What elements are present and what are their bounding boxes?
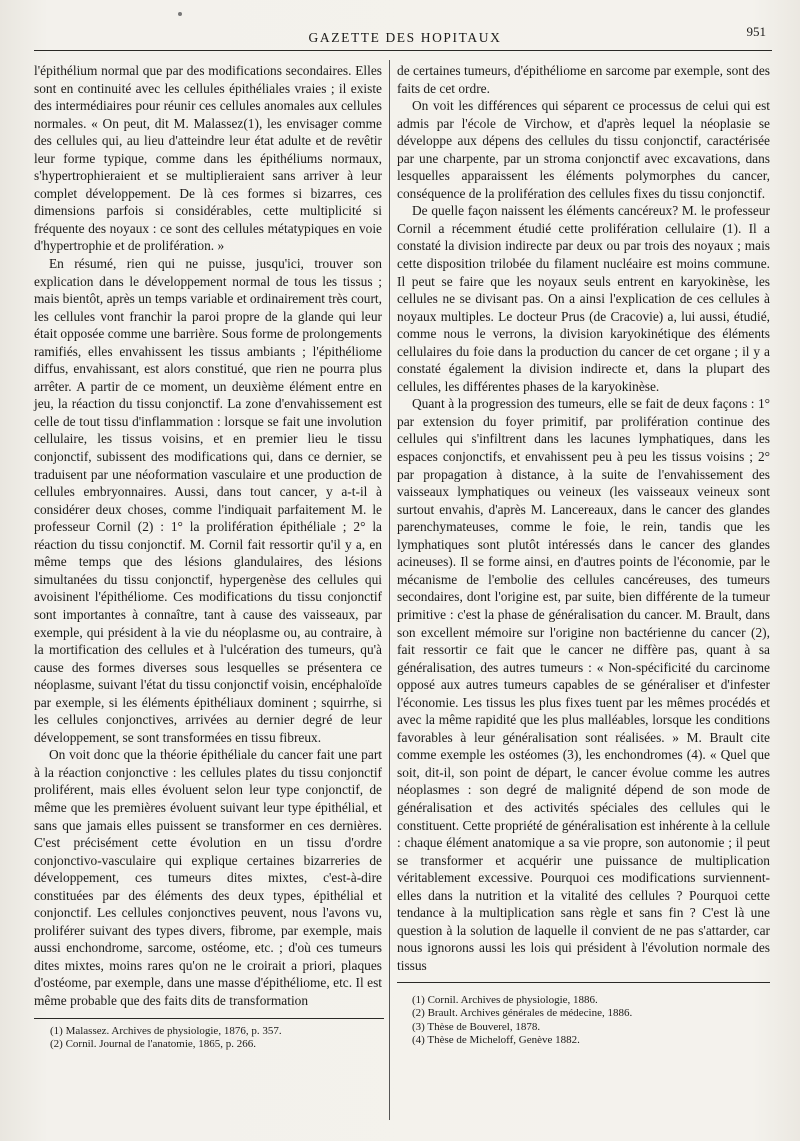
right-paragraph-1: de certaines tumeurs, d'épithéliome en sarcome par exemple, sont des faits de cet ordre. xyxy=(397,63,770,96)
footnote-right-3: (3) Thèse de Bouverel, 1878. xyxy=(412,1020,541,1033)
left-paragraph-2: En résumé, rien qui ne puisse, jusqu'ici, trouver son explication dans le développement normal de tous les tissus ; mais bientôt, après un temps variable et ordinairement très court, les cellules vont franchir la paroi propre de la glande qui leur était opposée comme une barrière. Sous forme de prolongements ramifiés, elles envahissent les tissus ambiants ; l'épithéliome diffus, envahissant, est alors constitué, que rien ne pourra plus arrêter. A partir de ce moment, un deuxième élément entre en jeu, la réaction du tissu conjonctif. La zone d'envahissement est celle de tout tissu d'inflammation : lorsque se fait une involution cellulaire, les tissus voisins, et en premier lieu le tissu conjonctif, subissent des modifications qui, dans ce dernier, se traduisent par une néoformation vasculaire et une production de cellules embryonnaires. Aussi, dans tout cancer, y a-t-il à considérer deux choses, comme l'indiquait parfaitement M. le professeur Cornil (2) : 1° la prolifération épithéliale ; 2° la réaction du tissu conjonctif. M. Cornil fait ressortir qu'il y a, en même temps que des lésions glandulaires, des lésions simultanées du tissu conjonctif, hypergenèse des cellules qui avoisinent l'épithéliome. Ces modifications du tissu conjonctif sont importantes à connaître, tant à cause des vaisseaux, par exemple, qui président à la vie du néoplasme ou, au contraire, à la mortification des cellules et à l'ulcération des tumeurs, qu'à cause des formes diverses sous lesquelles se présentera ce néoplasme, suivant l'état du tissu conjonctif voisin, encéphaloïde par exemple, si les éléments épithéliaux dominent ; squirrhe, si les cellules conjonctives, arrivées au dernier degré de leur développement, se sont transformées en tissu fibreux. xyxy=(34,256,382,745)
footnote-left-1: (1) Malassez. Archives de physiologie, 1876, p. 357. xyxy=(50,1025,282,1037)
page-number: 951 xyxy=(746,24,766,39)
right-paragraph-3: De quelle façon naissent les éléments cancéreux? M. le professeur Cornil a récemment étudié cette prolifération cellulaire (1). Il a constaté la division indirecte par deux ou par trois des noyaux ; mais cette disposition trilobée du filament nucléaire est moins commune. Il peut se faire que les noyaux seuls entrent en karyokinèse, les cellules ne se divisant pas. On a ainsi l'explication de ces cellules à noyaux multiples. Le docteur Prus (de Cracovie) a, lui aussi, étudié, comme nous le verrons, la division karyokinétique des éléments cellulaires du foie dans la production du cancer de cet organe ; il y a constaté également la division indirecte et, dans la plupart des cellules, les différentes phases de la karyokinèse. xyxy=(397,203,770,394)
right-paragraph-4: Quant à la progression des tumeurs, elle se fait de deux façons : 1° par extension du foyer primitif, par prolifération continue des cellules qui s'infiltrent dans les lacunes lymphatiques, dans les espaces conjonctifs, et envahissent peu à peu les tissus voisins ; 2° par propagation à distance, à la suite de l'envahissement des vaisseaux lymphatiques ou veineux (les vaisseaux veineux sont surtout envahis, d'après M. Lancereaux, dans le cancer des glandes parenchymateuses, comme le foie, le rein, tandis que les lymphatiques sont plutôt intéressés dans le cancer des glandes acineuses). Il se forme ainsi, en d'autres points de l'économie, par le mécanisme de l'embolie des cellules cancéreuses, des tumeurs secondaires, dont l'origine est, par suite, bien différente de la tumeur primitive : c'est la phase de généralisation du cancer. M. Brault, dans son excellent mémoire sur l'origine non bactérienne du cancer (2), fait ressortir ce fait que le cancer ne diffère pas, quant à sa généralisation, des autres tumeurs : « Non-spécificité du carcinome opposé aux autres tumeurs capables de se généraliser et d'infester l'économie. Les tissus les plus fixes tuent par les mêmes procédés et avec la même rapidité que les plus malléables, lorsque les conditions favorables à leur généralisation sont réalisées. » M. Brault cite comme exemple les ostéomes (3), les enchondromes (4). « Quel que soit, dit-il, son point de départ, le cancer évolue comme les autres néoplasmes : son degré de malignité dépend de son mode de généralisation et des activités spéciales des cellules qui le constituent. Cette propriété de généralisation est inhérente à la cellule : chaque élément anatomique a sa vie propre, son autonomie ; il peut se transformer et acquérir une puissance de multiplication véritablement excessive. Pourquoi ces modifications surviennent-elles dans la nutrition et la vitalité des cellules ? Pourquoi cette tendance à la multiplication sans règle et sans fin ? C'est là une question à la solution de laquelle il convient de ne pas s'attarder, car nous ignorons aussi les lois qui président à l'évolution normale des tissus xyxy=(397,396,770,973)
footnote-right-1: (1) Cornil. Archives de physiologie, 1886. xyxy=(412,994,598,1006)
right-footnotes xyxy=(412,994,762,1048)
footnote-left-2: (2) Cornil. Journal de l'anatomie, 1865, p. 266. xyxy=(50,1038,257,1051)
right-paragraph-2: On voit les différences qui séparent ce processus de celui qui est admis par l'école de Virchow, et d'après lequel la néoplasie se développe aux dépens des cellules du tissu conjonctif, caractérisée par une charpente, par un stroma conjonctif avec excavations, dans lesquelles apparaissent les éléments polymorphes du cancer, conséquence de la prolifération des cellules fixes du tissu conjonctif. xyxy=(397,98,770,201)
footnote-right-4: (4) Thèse de Micheloff, Genève 1882. xyxy=(412,1034,580,1047)
running-header: GAZETTE DES HOPITAUX xyxy=(308,30,502,45)
right-footnote-rule xyxy=(397,982,770,983)
header-rule xyxy=(34,50,772,51)
left-footnote-rule xyxy=(34,1018,384,1019)
left-paragraph-1: l'épithélium normal que par des modifications secondaires. Elles sont en continuité avec les cellules épithéliales vraies ; il existe des intermédiaires pour réunir ces cellules anomales aux cellules normales. « On peut, dit M. Malassez(1), les envisager comme des cellules qui, au lieu d'atteindre leur état adulte et de revêtir leur forme typique, comme dans les épithéliums normaux, s'hypertrophieraient et se multiplieraient sans arriver à leur complet développement. De là ces formes si bizarres, ces dimensions parfois si considérables, cette multiplicité si fréquente des noyaux : ce sont des cellules métatypiques en voie d'hypertrophie et de prolifération. » xyxy=(34,63,382,254)
column-divider xyxy=(389,60,390,1120)
footnote-right-2: (2) Brault. Archives générales de médecine, 1886. xyxy=(412,1007,633,1020)
left-paragraph-3: On voit donc que la théorie épithéliale du cancer fait une part à la réaction conjonctive : les cellules plates du tissu conjonctif proliférent, mais elles évoluent selon leur type conjonctif, de même que les premières évoluent suivant leur type épithélial, et sans que jamais elles puissent se transformer en ces dernières. C'est précisément cette évolution en un tissu d'ordre conjonctivo-vasculaire qui explique certaines bizarreries de développement, ces tumeurs dites mixtes, c'est-à-dire constituées par des éléments des deux types, épithélial et conjonctif. Les cellules conjonctives peuvent, nous l'avons vu, proliférer suivant des types divers, fibrome, par exemple, mais aussi enchondrome, sarcome, ostéome, etc. ; d'où ces tumeurs dites mixtes, moins rares qu'on ne le croirait a priori, plaques d'ostéome, par exemple, dans une masse d'épithéliome, etc. Il est même probable que des faits dits de transformation xyxy=(34,747,382,1008)
print-mark xyxy=(178,12,182,16)
left-footnotes xyxy=(50,1025,380,1052)
left-column xyxy=(34,62,382,1010)
right-column xyxy=(397,62,770,974)
